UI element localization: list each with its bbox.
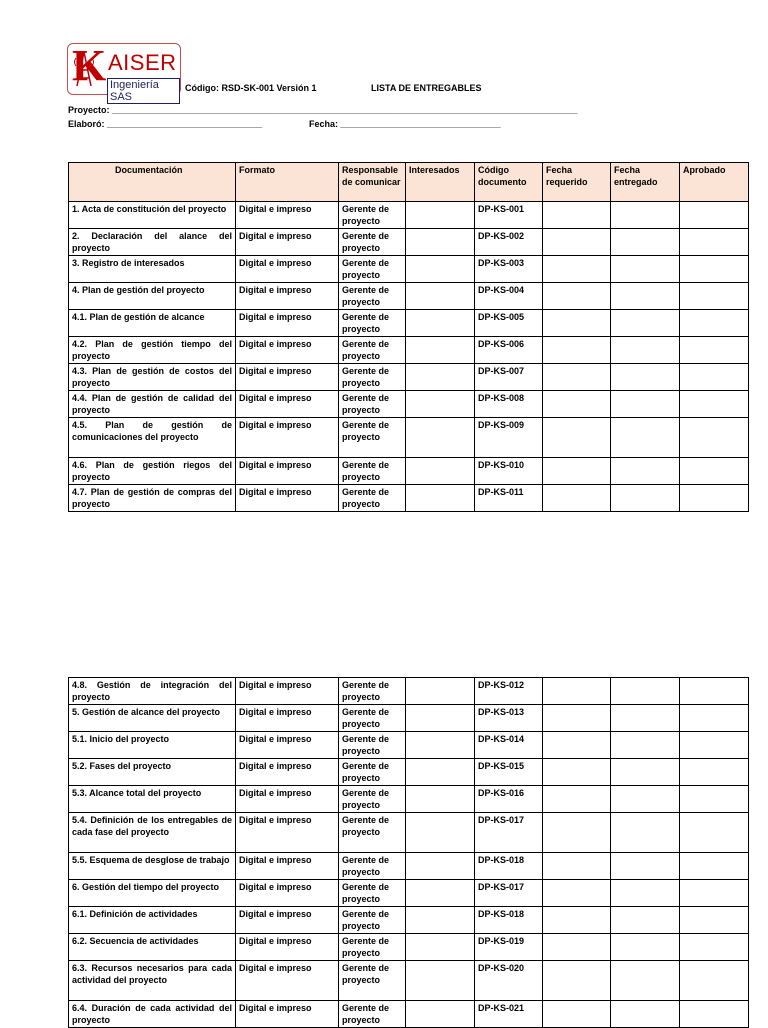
cell-interesados [406,229,475,256]
table-row [69,364,749,391]
cell-fecha-requerido [543,813,611,853]
cell-codigo: DP-KS-008 [475,391,543,418]
cell-codigo: DP-KS-001 [475,202,543,229]
table-row [69,202,749,229]
cell-codigo: DP-KS-019 [475,934,543,961]
cell-fecha-entregado [611,934,680,961]
cell-interesados [406,786,475,813]
cell-codigo: DP-KS-018 [475,907,543,934]
cell-responsable: Gerente de proyecto [339,732,406,759]
cell-interesados [406,813,475,853]
cell-fecha-requerido [543,391,611,418]
cell-responsable: Gerente de proyecto [339,961,406,1001]
cell-documentacion: 4.6. Plan de gestión riegos del proyecto [69,458,236,485]
table-row [69,310,749,337]
cell-interesados [406,907,475,934]
cell-fecha-requerido [543,229,611,256]
cell-formato: Digital e impreso [236,907,339,934]
cell-documentacion: 4.8. Gestión de integración del proyecto [69,678,236,705]
cell-fecha-entregado [611,705,680,732]
document-title: LISTA DE ENTREGABLES [371,83,482,93]
cell-aprobado [680,229,749,256]
cell-interesados [406,934,475,961]
cell-responsable: Gerente de proyecto [339,229,406,256]
cell-formato: Digital e impreso [236,337,339,364]
cell-interesados [406,880,475,907]
cell-interesados [406,310,475,337]
cell-documentacion: 6.1. Definición de actividades [69,907,236,934]
cell-fecha-requerido [543,853,611,880]
table-row [69,283,749,310]
cell-responsable: Gerente de proyecto [339,1001,406,1028]
cell-formato: Digital e impreso [236,853,339,880]
table-row [69,705,749,732]
company-logo [67,41,181,103]
cell-codigo: DP-KS-004 [475,283,543,310]
cell-fecha-requerido [543,678,611,705]
cell-responsable: Gerente de proyecto [339,934,406,961]
cell-interesados [406,458,475,485]
cell-interesados [406,337,475,364]
cell-documentacion: 1. Acta de constitución del proyecto [69,202,236,229]
cell-documentacion: 5.2. Fases del proyecto [69,759,236,786]
cell-formato: Digital e impreso [236,458,339,485]
cell-codigo: DP-KS-014 [475,732,543,759]
cell-aprobado [680,458,749,485]
cell-fecha-requerido [543,310,611,337]
cell-aprobado [680,202,749,229]
cell-documentacion: 5. Gestión de alcance del proyecto [69,705,236,732]
cell-interesados [406,1001,475,1028]
fecha-field: Fecha: ________________________________ [309,119,501,129]
cell-codigo: DP-KS-009 [475,418,543,458]
cell-interesados [406,283,475,310]
cell-fecha-entregado [611,732,680,759]
cell-formato: Digital e impreso [236,961,339,1001]
cell-formato: Digital e impreso [236,880,339,907]
cell-codigo: DP-KS-011 [475,485,543,512]
cell-interesados [406,732,475,759]
col-header-codigo: Código documento [475,163,543,202]
cell-codigo: DP-KS-016 [475,786,543,813]
cell-fecha-entregado [611,418,680,458]
cell-responsable: Gerente de proyecto [339,337,406,364]
cell-documentacion: 6. Gestión del tiempo del proyecto [69,880,236,907]
cell-fecha-entregado [611,907,680,934]
cell-aprobado [680,283,749,310]
cell-fecha-requerido [543,337,611,364]
deliverables-table-2 [68,677,749,1028]
cell-aprobado [680,1001,749,1028]
cell-responsable: Gerente de proyecto [339,705,406,732]
cell-formato: Digital e impreso [236,934,339,961]
cell-aprobado [680,678,749,705]
cell-responsable: Gerente de proyecto [339,391,406,418]
cell-documentacion: 6.3. Recursos necesarios para cada actividad del proyecto [69,961,236,1001]
cell-formato: Digital e impreso [236,310,339,337]
cell-documentacion: 5.4. Definición de los entregables de cada fase del proyecto [69,813,236,853]
cell-fecha-requerido [543,202,611,229]
col-header-fecha-requerido: Fecha requerido [543,163,611,202]
cell-aprobado [680,418,749,458]
document-code: Código: RSD-SK-001 Versión 1 [185,83,317,93]
cell-codigo: DP-KS-003 [475,256,543,283]
cell-codigo: DP-KS-018 [475,853,543,880]
cell-interesados [406,202,475,229]
cell-documentacion: 5.1. Inicio del proyecto [69,732,236,759]
cell-aprobado [680,391,749,418]
cell-aprobado [680,853,749,880]
cell-fecha-entregado [611,759,680,786]
cell-documentacion: 3. Registro de interesados [69,256,236,283]
table-row [69,391,749,418]
cell-codigo: DP-KS-020 [475,961,543,1001]
cell-formato: Digital e impreso [236,391,339,418]
cell-documentacion: 4.4. Plan de gestión de calidad del proyecto [69,391,236,418]
cell-responsable: Gerente de proyecto [339,418,406,458]
table-row [69,880,749,907]
cell-formato: Digital e impreso [236,786,339,813]
cell-formato: Digital e impreso [236,256,339,283]
cell-responsable: Gerente de proyecto [339,853,406,880]
cell-documentacion: 4.7. Plan de gestión de compras del proyecto [69,485,236,512]
cell-responsable: Gerente de proyecto [339,458,406,485]
cell-documentacion: 4. Plan de gestión del proyecto [69,283,236,310]
cell-aprobado [680,759,749,786]
cell-responsable: Gerente de proyecto [339,907,406,934]
table-row [69,678,749,705]
cell-documentacion: 6.4. Duración de cada actividad del proyecto [69,1001,236,1028]
cell-documentacion: 5.3. Alcance total del proyecto [69,786,236,813]
cell-aprobado [680,907,749,934]
table-row [69,1001,749,1028]
table-row [69,961,749,1001]
table-row [69,759,749,786]
col-header-documentacion: Documentación [69,163,236,202]
cell-codigo: DP-KS-005 [475,310,543,337]
col-header-aprobado: Aprobado [680,163,749,202]
cell-aprobado [680,485,749,512]
table-row [69,907,749,934]
table-row [69,786,749,813]
cell-aprobado [680,961,749,1001]
cell-responsable: Gerente de proyecto [339,786,406,813]
cell-fecha-entregado [611,283,680,310]
elaboro-field: Elaboró: _______________________________ [68,119,263,129]
cell-documentacion: 4.2. Plan de gestión tiempo del proyecto [69,337,236,364]
table-row [69,229,749,256]
cell-responsable: Gerente de proyecto [339,759,406,786]
cell-formato: Digital e impreso [236,732,339,759]
cell-codigo: DP-KS-006 [475,337,543,364]
cell-responsable: Gerente de proyecto [339,485,406,512]
proyecto-field: Proyecto: _____________________________________________________________________________________________ [68,105,578,115]
cell-aprobado [680,364,749,391]
cell-interesados [406,961,475,1001]
cell-fecha-requerido [543,907,611,934]
cell-fecha-entregado [611,337,680,364]
cell-formato: Digital e impreso [236,1001,339,1028]
cell-formato: Digital e impreso [236,813,339,853]
cell-aprobado [680,732,749,759]
cell-fecha-requerido [543,759,611,786]
cell-fecha-requerido [543,418,611,458]
cell-responsable: Gerente de proyecto [339,364,406,391]
cell-codigo: DP-KS-010 [475,458,543,485]
cell-interesados [406,705,475,732]
cell-documentacion: 4.3. Plan de gestión de costos del proyecto [69,364,236,391]
table-row [69,813,749,853]
cell-fecha-requerido [543,732,611,759]
cell-formato: Digital e impreso [236,229,339,256]
cell-codigo: DP-KS-013 [475,705,543,732]
col-header-responsable: Responsable de comunicar [339,163,406,202]
cell-aprobado [680,934,749,961]
cell-fecha-requerido [543,458,611,485]
cell-fecha-entregado [611,458,680,485]
cell-aprobado [680,813,749,853]
col-header-interesados: Interesados [406,163,475,202]
cell-fecha-requerido [543,880,611,907]
cell-codigo: DP-KS-012 [475,678,543,705]
cell-documentacion: 2. Declaración del alance del proyecto [69,229,236,256]
table-row [69,853,749,880]
cell-interesados [406,256,475,283]
cell-fecha-requerido [543,961,611,1001]
cell-fecha-requerido [543,934,611,961]
cell-interesados [406,364,475,391]
table-row [69,934,749,961]
cell-fecha-entregado [611,485,680,512]
cell-documentacion: 5.5. Esquema de desglose de trabajo [69,853,236,880]
cell-interesados [406,853,475,880]
cell-aprobado [680,310,749,337]
cell-codigo: DP-KS-021 [475,1001,543,1028]
cell-aprobado [680,256,749,283]
cell-documentacion: 4.5. Plan de gestión de comunicaciones del proyecto [69,418,236,458]
cell-fecha-requerido [543,485,611,512]
cell-fecha-entregado [611,880,680,907]
cell-fecha-entregado [611,256,680,283]
cell-formato: Digital e impreso [236,485,339,512]
cell-responsable: Gerente de proyecto [339,880,406,907]
cell-fecha-requerido [543,1001,611,1028]
cell-responsable: Gerente de proyecto [339,256,406,283]
cell-codigo: DP-KS-002 [475,229,543,256]
cell-aprobado [680,705,749,732]
table-row [69,256,749,283]
cell-fecha-requerido [543,256,611,283]
cell-formato: Digital e impreso [236,283,339,310]
cell-fecha-requerido [543,364,611,391]
cell-fecha-entregado [611,229,680,256]
cell-responsable: Gerente de proyecto [339,202,406,229]
logo-subtitle: Ingeniería SAS [107,78,180,104]
cell-responsable: Gerente de proyecto [339,678,406,705]
table-header-row [69,163,749,202]
cell-interesados [406,418,475,458]
cell-responsable: Gerente de proyecto [339,283,406,310]
table-row [69,732,749,759]
cell-formato: Digital e impreso [236,705,339,732]
col-header-fecha-entregado: Fecha entregado [611,163,680,202]
cell-interesados [406,391,475,418]
cell-codigo: DP-KS-017 [475,880,543,907]
cell-responsable: Gerente de proyecto [339,310,406,337]
cell-interesados [406,678,475,705]
cell-aprobado [680,880,749,907]
cell-fecha-entregado [611,961,680,1001]
table-row [69,458,749,485]
cell-formato: Digital e impreso [236,759,339,786]
cell-fecha-entregado [611,1001,680,1028]
cell-fecha-entregado [611,310,680,337]
table-row [69,485,749,512]
cell-interesados [406,485,475,512]
cell-formato: Digital e impreso [236,418,339,458]
cell-fecha-entregado [611,364,680,391]
logo-wordmark: AISER [108,50,177,75]
cell-codigo: DP-KS-007 [475,364,543,391]
cell-fecha-entregado [611,202,680,229]
cell-fecha-entregado [611,678,680,705]
cell-aprobado [680,786,749,813]
cell-interesados [406,759,475,786]
cell-aprobado [680,337,749,364]
cell-fecha-requerido [543,705,611,732]
cell-codigo: DP-KS-017 [475,813,543,853]
cell-fecha-requerido [543,786,611,813]
cell-fecha-entregado [611,786,680,813]
cell-responsable: Gerente de proyecto [339,813,406,853]
logo-letter-k: K [72,41,107,90]
table-row [69,337,749,364]
cell-fecha-entregado [611,391,680,418]
cell-formato: Digital e impreso [236,202,339,229]
cell-codigo: DP-KS-015 [475,759,543,786]
cell-formato: Digital e impreso [236,364,339,391]
col-header-formato: Formato [236,163,339,202]
cell-documentacion: 6.2. Secuencia de actividades [69,934,236,961]
table-row [69,418,749,458]
cell-fecha-entregado [611,853,680,880]
deliverables-table-1 [68,162,749,512]
cell-documentacion: 4.1. Plan de gestión de alcance [69,310,236,337]
cell-fecha-requerido [543,283,611,310]
cell-fecha-entregado [611,813,680,853]
cell-formato: Digital e impreso [236,678,339,705]
